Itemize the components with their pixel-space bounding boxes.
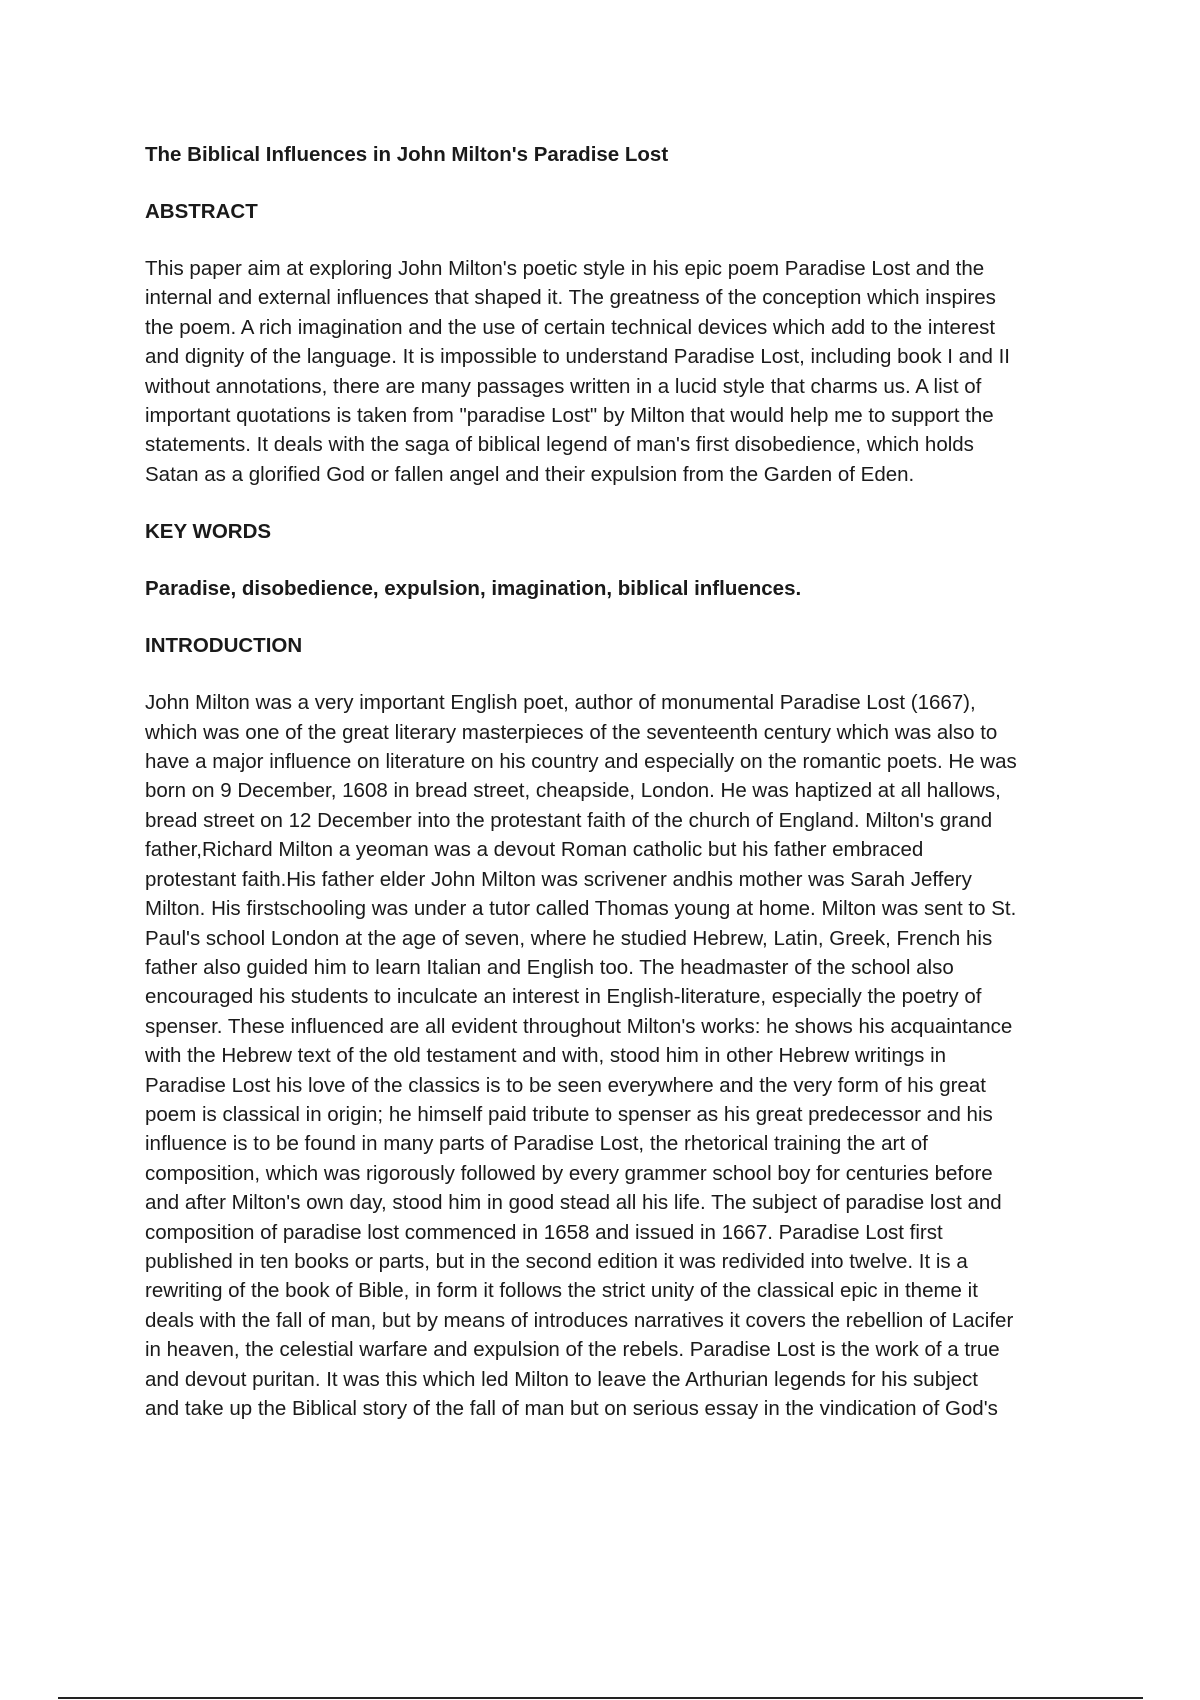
introduction-line: encouraged his students to inculcate an interest in English-literature, especially the poetry of — [145, 985, 982, 1009]
introduction-line: published in ten books or parts, but in the second edition it was redivided into twelve. It is a — [145, 1249, 968, 1273]
introduction-line: born on 9 December, 1608 in bread street, cheapside, London. He was haptized at all hallows, — [145, 779, 1001, 803]
abstract-line: and dignity of the language. It is impossible to understand Paradise Lost, including book I and II — [145, 345, 1010, 369]
introduction-line: deals with the fall of man, but by means of introduces narratives it covers the rebellion of Lacifer — [145, 1308, 1014, 1332]
introduction-line: with the Hebrew text of the old testament and with, stood him in other Hebrew writings in — [145, 1044, 947, 1068]
footer-divider — [58, 1697, 1143, 1699]
abstract-line: internal and external influences that shaped it. The greatness of the conception which inspires — [145, 286, 996, 310]
introduction-line: father,Richard Milton a yeoman was a devout Roman catholic but his father embraced — [145, 838, 924, 862]
introduction-line: and devout puritan. It was this which led Milton to leave the Arthurian legends for his subject — [145, 1367, 979, 1391]
introduction-line: father also guided him to learn Italian and English too. The headmaster of the school also — [145, 955, 954, 979]
abstract-line: statements. It deals with the saga of biblical legend of man's first disobedience, which holds — [145, 433, 974, 457]
abstract-paragraph — [145, 254, 1095, 489]
introduction-line: Paul's school London at the age of seven, where he studied Hebrew, Latin, Greek, French his — [145, 926, 993, 950]
introduction-paragraph — [145, 688, 1095, 1423]
paper-title: The Biblical Influences in John Milton's Paradise Lost — [145, 143, 669, 166]
abstract-line: Satan as a glorified God or fallen angel and their expulsion from the Garden of Eden. — [145, 462, 915, 486]
abstract-line: important quotations is taken from "paradise Lost" by Milton that would help me to support the — [145, 404, 994, 428]
abstract-line: This paper aim at exploring John Milton's poetic style in his epic poem Paradise Lost and the — [145, 257, 985, 280]
introduction-line: bread street on 12 December into the protestant faith of the church of England. Milton's grand — [145, 808, 993, 832]
abstract-heading: ABSTRACT — [145, 200, 258, 223]
introduction-line: have a major influence on literature on his country and especially on the romantic poets. He was — [145, 750, 1017, 774]
introduction-line: in heaven, the celestial warfare and expulsion of the rebels. Paradise Lost is the work of a true — [145, 1338, 1000, 1362]
introduction-line: Paradise Lost his love of the classics is to be seen everywhere and the very form of his great — [145, 1073, 986, 1097]
introduction-line: composition of paradise lost commenced in 1658 and issued in 1667. Paradise Lost first — [145, 1220, 943, 1244]
abstract-line: without annotations, there are many passages written in a lucid style that charms us. A list of — [145, 374, 982, 398]
introduction-line: and after Milton's own day, stood him in good stead all his life. The subject of paradise lost and — [145, 1191, 1002, 1215]
introduction-line: Milton. His firstschooling was under a tutor called Thomas young at home. Milton was sent to St. — [145, 897, 1017, 921]
document-page — [145, 140, 1095, 1451]
introduction-line: which was one of the great literary masterpieces of the seventeenth century which was also to — [145, 720, 998, 744]
introduction-heading: INTRODUCTION — [145, 634, 303, 658]
introduction-line: rewriting of the book of Bible, in form it follows the strict unity of the classical epic in theme it — [145, 1279, 978, 1303]
keywords-heading: KEY WORDS — [145, 520, 272, 544]
introduction-line: and take up the Biblical story of the fall of man but on serious essay in the vindication of God's — [145, 1397, 998, 1420]
introduction-line: influence is to be found in many parts of Paradise Lost, the rhetorical training the art of — [145, 1132, 928, 1156]
introduction-line: composition, which was rigorously followed by every grammer school boy for centuries before — [145, 1161, 993, 1185]
keywords-list: Paradise, disobedience, expulsion, imagination, biblical influences. — [145, 577, 802, 601]
abstract-line: the poem. A rich imagination and the use of certain technical devices which add to the interest — [145, 315, 996, 339]
introduction-line: protestant faith.His father elder John Milton was scrivener andhis mother was Sarah Jeffery — [145, 867, 972, 891]
introduction-line: poem is classical in origin; he himself paid tribute to spenser as his great predecessor and his — [145, 1102, 993, 1126]
introduction-line: spenser. These influenced are all evident throughout Milton's works: he shows his acquaintance — [145, 1014, 1013, 1038]
introduction-line: John Milton was a very important English poet, author of monumental Paradise Lost (1667), — [145, 691, 976, 715]
